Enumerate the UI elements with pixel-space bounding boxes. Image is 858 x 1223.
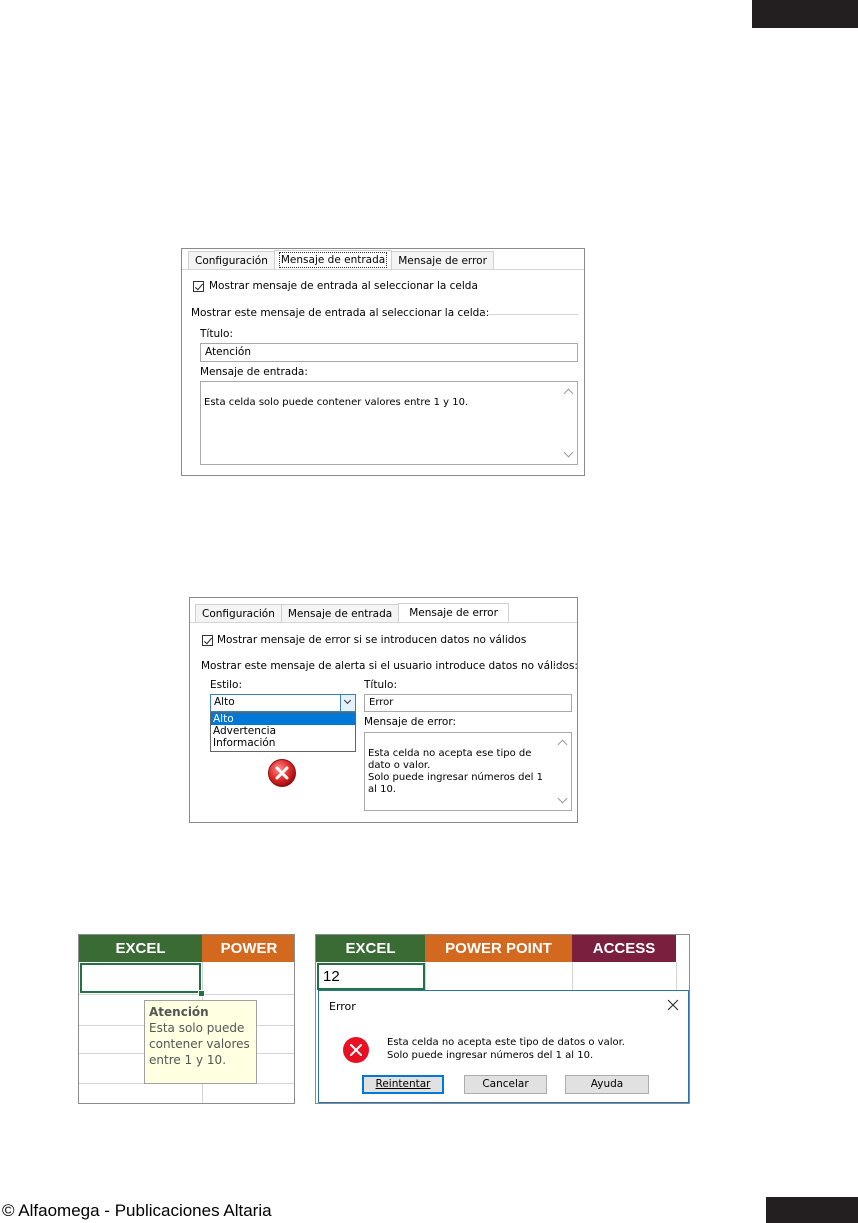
tab-label: Mensaje de entrada [280, 254, 386, 266]
retry-button[interactable] [362, 1075, 444, 1094]
column-header-excel: EXCEL [79, 935, 202, 962]
page-corner-tab-bottom [766, 1197, 858, 1223]
column-header-power-point: POWER POINT [425, 935, 572, 962]
title-label: Título: [200, 328, 233, 340]
tab-strip [188, 251, 493, 269]
style-select[interactable] [210, 694, 356, 712]
style-selected-value: Alto [214, 696, 235, 708]
data-validation-input-dialog [181, 248, 585, 476]
show-error-message-checkbox[interactable] [202, 635, 213, 646]
excel-sheet-error-example [315, 934, 690, 1104]
column-header-power: POWER [202, 935, 295, 962]
title-label: Título: [364, 679, 397, 691]
group-label: Mostrar este mensaje de entrada al seleccionar la celda: [191, 307, 490, 319]
style-options-list [210, 712, 356, 752]
style-option-advertencia[interactable]: Advertencia [213, 725, 277, 737]
show-error-message-label: Mostrar mensaje de error si se introducen datos no válidos [217, 634, 527, 646]
scroll-up-icon[interactable] [558, 740, 568, 750]
tooltip-body: Esta solo puede contener valores entre 1 y 10. [149, 1021, 250, 1067]
cell-value: 12 [323, 968, 340, 985]
style-option-alto[interactable]: Alto [211, 713, 355, 725]
column-header-access: ACCESS [572, 935, 676, 962]
textarea-scrollbar[interactable] [555, 733, 571, 810]
input-message-tooltip [144, 1000, 257, 1084]
textarea-scrollbar[interactable] [561, 382, 577, 464]
scroll-up-icon[interactable] [564, 389, 574, 399]
selected-cell[interactable] [80, 963, 201, 993]
title-input[interactable]: Error [364, 694, 572, 712]
error-icon [342, 1036, 370, 1064]
tab-mensaje-entrada[interactable]: Mensaje de entrada [281, 604, 399, 622]
message-textarea[interactable] [200, 381, 578, 465]
message-text: Esta celda no acepta ese tipo de dato o valor. Solo puede ingresar números del 1 al 10. [368, 748, 543, 795]
cancel-button[interactable]: Cancelar [464, 1075, 547, 1094]
group-divider [482, 314, 578, 315]
grid-line [79, 994, 294, 995]
selected-cell[interactable] [317, 963, 425, 990]
tab-mensaje-entrada[interactable] [274, 250, 392, 270]
style-option-informacion[interactable]: Información [213, 737, 276, 749]
page-corner-tab-top [752, 0, 858, 28]
fill-handle[interactable] [198, 990, 205, 997]
chevron-down-icon[interactable] [340, 695, 355, 711]
tooltip-title: Atención [149, 1005, 209, 1019]
style-label: Estilo: [210, 679, 243, 691]
error-message-line-1: Esta celda no acepta este tipo de datos o valor. [387, 1037, 625, 1048]
error-dialog-title: Error [329, 1000, 356, 1013]
show-input-message-label: Mostrar mensaje de entrada al seleccionar la celda [209, 280, 478, 292]
stop-icon [267, 758, 297, 788]
tab-mensaje-error[interactable]: Mensaje de error [391, 251, 494, 269]
tab-configuracion[interactable]: Configuración [188, 251, 275, 269]
message-textarea[interactable] [364, 732, 572, 811]
tab-panel-border [182, 269, 584, 270]
group-divider [554, 666, 571, 667]
title-input[interactable]: Atención [200, 343, 578, 362]
message-label: Mensaje de entrada: [200, 366, 308, 378]
column-header-excel: EXCEL [316, 935, 425, 962]
group-label: Mostrar este mensaje de alerta si el usuario introduce datos no válidos: [201, 660, 578, 672]
tab-mensaje-error[interactable]: Mensaje de error [398, 603, 509, 623]
tab-strip [195, 604, 508, 622]
error-alert-dialog [318, 990, 689, 1103]
tab-panel-border [190, 622, 577, 623]
message-text: Esta celda solo puede contener valores entre 1 y 10. [204, 397, 469, 408]
footer-copyright: © Alfaomega - Publicaciones Altaria [2, 1201, 272, 1220]
data-validation-error-dialog [189, 597, 578, 823]
excel-sheet-input-example [78, 934, 295, 1104]
close-icon[interactable] [667, 999, 679, 1011]
retry-button-label: Reintentar [375, 1078, 431, 1090]
tab-configuracion[interactable]: Configuración [195, 604, 282, 622]
scroll-down-icon[interactable] [558, 794, 568, 804]
error-message-line-2: Solo puede ingresar números del 1 al 10. [387, 1050, 594, 1061]
message-label: Mensaje de error: [364, 716, 457, 728]
show-input-message-checkbox[interactable] [193, 281, 204, 292]
scroll-down-icon[interactable] [564, 448, 574, 458]
help-button[interactable]: Ayuda [565, 1075, 649, 1094]
